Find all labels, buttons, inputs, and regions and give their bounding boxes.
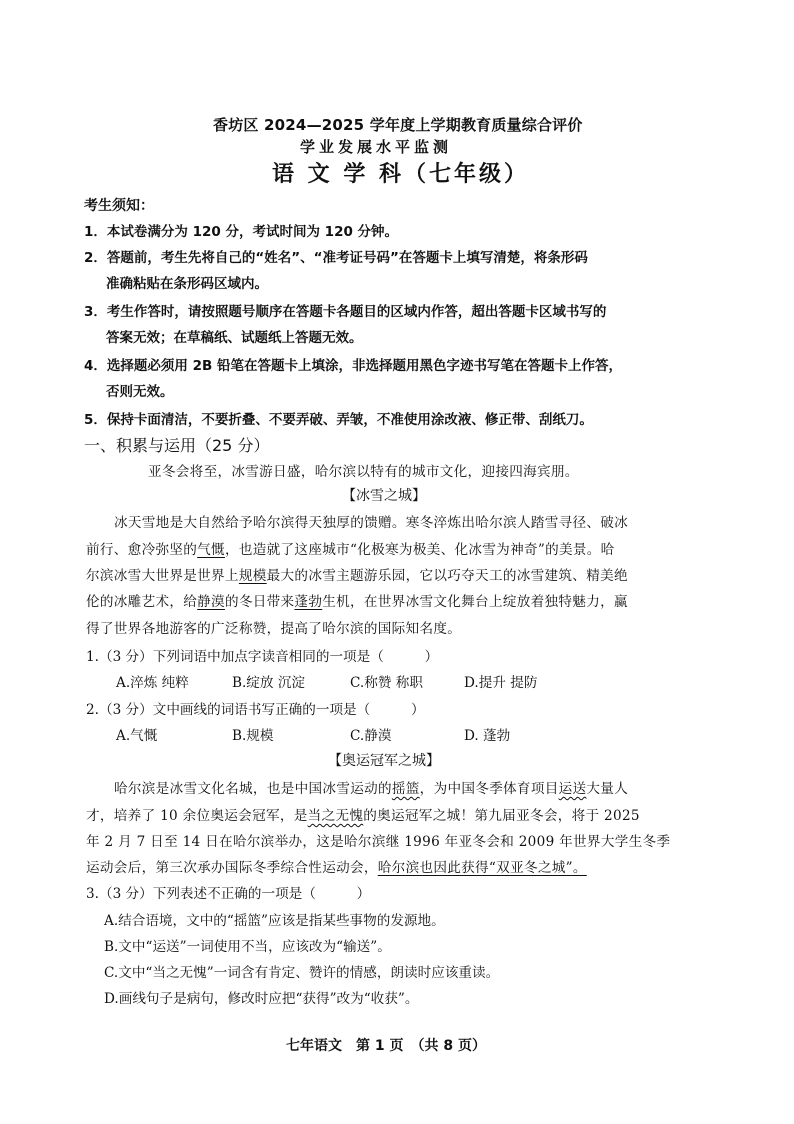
wavy-word-yunsong: 运送 — [558, 781, 587, 797]
page-footer: 七年语文 第 1 页 （共 8 页） — [286, 1038, 486, 1054]
question-3-stem: 3.（3 分）下列表述不正确的一项是（ ） — [86, 886, 371, 902]
question-1-option-c: C.称赞 称职 — [350, 675, 423, 691]
exam-header-line2: 学业发展水平监测 — [300, 138, 453, 156]
question-2-stem: 2.（3 分）文中画线的词语书写正确的一项是（ ） — [86, 702, 425, 718]
passage2-line2: 才，培养了 10 余位奥运会冠军，是当之无愧的奥运冠军之城！第九届亚冬会，将于 2025 — [86, 808, 640, 824]
passage2-line1: 哈尔滨是冰雪文化名城，也是中国冰雪运动的摇篮，为中国冬季体育项目运送大量人 — [114, 781, 629, 797]
notice-item-5: 5．保持卡面清洁，不要折叠、不要弄破、弄皱，不准使用涂改液、修正带、刮纸刀。 — [84, 412, 593, 428]
exam-title: 语 文 学 科（七年级） — [272, 162, 529, 187]
subheading-ice-city: 【冰雪之城】 — [342, 488, 426, 504]
question-2-option-d: D. 蓬勃 — [464, 728, 511, 744]
question-1-stem: 1.（3 分）下列词语中加点字读音相同的一项是（ ） — [86, 649, 439, 665]
passage1-line2: 前行、愈冷弥坚的气慨，也造就了这座城市“化极寒为极美、化冰雪为神奇”的美景。哈 — [86, 542, 615, 558]
question-2-option-a: A.气慨 — [116, 728, 158, 744]
question-1-option-b: B.绽放 沉淀 — [232, 675, 306, 691]
notice-item-2-cont: 准确粘贴在条形码区域内。 — [106, 276, 268, 292]
wavy-word-dangzhiwukui: 当之无愧 — [307, 808, 364, 824]
underlined-word-guimo: 规模 — [238, 568, 267, 584]
question-1-option-a: A.淬炼 纯粹 — [116, 675, 189, 691]
subheading-olympic-city: 【奥运冠军之城】 — [328, 753, 440, 769]
notice-item-1: 1．本试卷满分为 120 分，考试时间为 120 分钟。 — [84, 224, 399, 240]
section-intro: 亚冬会将至，冰雪游日盛，哈尔滨以特有的城市文化，迎接四海宾朋。 — [148, 464, 579, 480]
notice-item-3: 3．考生作答时，请按照题号顺序在答题卡各题目的区域内作答，超出答题卡区域书写的 — [84, 304, 607, 320]
question-2-option-c: C.静漠 — [350, 728, 392, 744]
passage1-line3: 尔滨冰雪大世界是世界上规模最大的冰雪主题游乐园，它以巧夺天工的冰雪建筑、精美绝 — [86, 568, 628, 584]
passage1-line1: 冰天雪地是大自然给予哈尔滨得天独厚的馈赠。寒冬淬炼出哈尔滨人踏雪寻径、破冰 — [114, 515, 629, 531]
passage2-line4: 运动会后，第三次承办国际冬季综合性运动会，哈尔滨也因此获得“双亚冬之城”。 — [86, 860, 587, 876]
passage1-line5: 得了世界各地游客的广泛称赞，提高了哈尔滨的国际知名度。 — [86, 621, 462, 637]
underlined-word-jingmo: 静漠 — [197, 594, 225, 610]
question-3-option-c: C.文中“当之无愧”一词含有肯定、赞许的情感，朗读时应该重读。 — [104, 965, 500, 981]
underlined-word-qikai: 气慨 — [197, 542, 225, 558]
notice-item-2: 2．答题前，考生先将自己的“姓名”、“准考证号码”在答题卡上填写清楚，将条形码 — [84, 250, 588, 266]
question-3-option-d: D.画线句子是病句，修改时应把“获得”改为“收获”。 — [104, 991, 419, 1007]
passage2-line3: 年 2 月 7 日至 14 日在哈尔滨举办，这是哈尔滨继 1996 年亚冬会和 2009 年世界大学生冬季 — [86, 834, 671, 850]
exam-header-line1: 香坊区 2024—2025 学年度上学期教育质量综合评价 — [213, 116, 583, 134]
wavy-word-yaolan: 摇篮 — [391, 781, 420, 797]
question-3-option-a: A.结合语境，文中的“摇篮”应该是指某些事物的发源地。 — [104, 913, 445, 929]
passage1-line4: 伦的冰雕艺术，给静漠的冬日带来蓬勃生机，在世界冰雪文化舞台上绽放着独特魅力，赢 — [86, 594, 628, 610]
notice-item-4: 4．选择题必须用 2B 铅笔在答题卡上填涂，非选择题用黑色字迹书写笔在答题卡上作答， — [84, 358, 622, 374]
underlined-word-pengbo: 蓬勃 — [294, 594, 323, 610]
question-2-option-b: B.规模 — [232, 728, 274, 744]
section-title: 一、积累与运用（25 分） — [84, 436, 270, 455]
question-3-option-b: B.文中“运送”一词使用不当，应该改为“输送”。 — [104, 939, 391, 955]
question-1-option-d: D.提升 提防 — [464, 675, 538, 691]
notice-item-3-cont: 答案无效；在草稿纸、试题纸上答题无效。 — [106, 330, 363, 346]
notice-item-4-cont: 否则无效。 — [106, 384, 174, 400]
notice-title: 考生须知： — [84, 198, 154, 214]
underlined-sentence: 哈尔滨也因此获得“双亚冬之城”。 — [377, 860, 587, 876]
